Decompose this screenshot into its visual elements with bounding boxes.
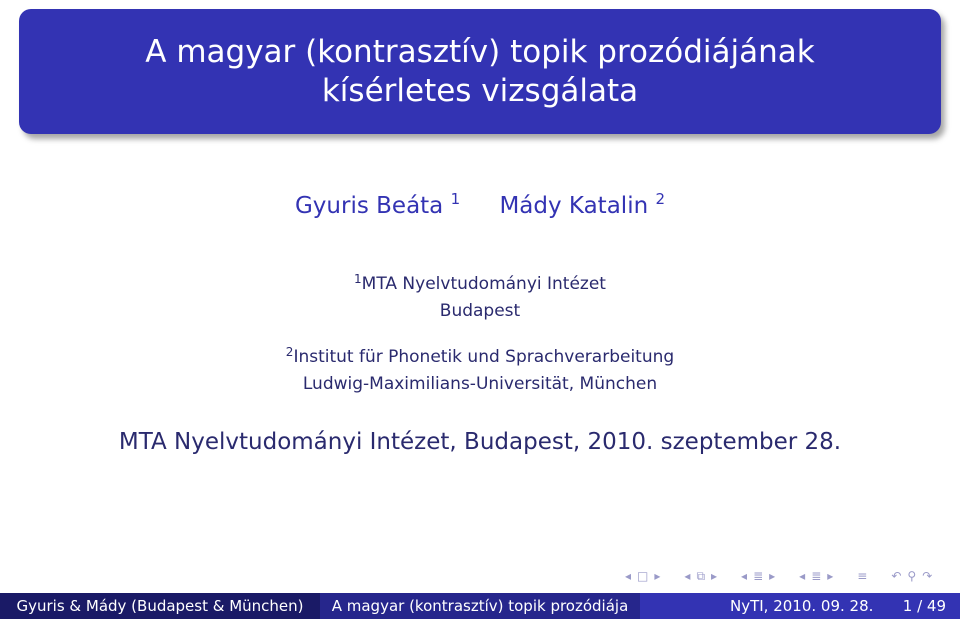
nav-next-frame-icon[interactable]: ▸ [711, 569, 718, 583]
nav-frame-icon[interactable]: ⧉ [696, 568, 706, 583]
nav-prev-section-icon[interactable]: ◂ [799, 569, 806, 583]
nav-next-subsection-icon[interactable]: ▸ [769, 569, 776, 583]
institute-2-sup: 2 [285, 345, 294, 359]
institute-2 [0, 339, 960, 398]
footer-page-number: 1 / 49 [902, 597, 946, 615]
footer [0, 593, 960, 619]
institute-1-line-1: MTA Nyelvtudományi Intézet [361, 274, 606, 294]
author-1-name: Gyuris Beáta [294, 193, 444, 219]
nav-prev-subsection-icon[interactable]: ◂ [741, 569, 748, 583]
nav-back-icon[interactable]: ↶ [891, 569, 902, 583]
footer-authors: Gyuris & Mády (Budapest & München) [0, 593, 320, 619]
nav-align-icon[interactable]: ≡ [857, 569, 868, 583]
title-line-1: A magyar (kontrasztív) topik prozódiájának [145, 33, 815, 70]
nav-subsection-icon[interactable]: ≣ [753, 569, 764, 583]
nav-prev-slide-icon[interactable]: ◂ [625, 569, 632, 583]
presentation-date: MTA Nyelvtudományi Intézet, Budapest, 2010. szeptember 28. [118, 429, 842, 455]
nav-slide-icon[interactable]: □ [637, 569, 649, 583]
author-2-sup: 2 [655, 190, 666, 208]
nav-prev-frame-icon[interactable]: ◂ [684, 569, 691, 583]
institute-2-line-1: Institut für Phonetik und Sprachverarbeitung [293, 347, 675, 367]
institute-1-sup: 1 [354, 272, 362, 286]
author-2 [499, 190, 665, 219]
nav-next-slide-icon[interactable]: ▸ [654, 569, 661, 583]
institute-1-line-2: Budapest [439, 301, 521, 321]
footer-short-title: A magyar (kontrasztív) topik prozódiája [320, 593, 640, 619]
institute-2-line-2: Ludwig-Maximilians-Universität, München [302, 374, 658, 394]
nav-search-icon[interactable]: ⚲ [907, 569, 917, 583]
beamer-navigation [622, 567, 935, 585]
author-1 [295, 190, 460, 219]
title-box [19, 9, 941, 134]
author-1-sup: 1 [450, 190, 461, 208]
title-line-2: kísérletes vizsgálata [321, 72, 639, 109]
footer-date: NyTI, 2010. 09. 28. [730, 597, 874, 615]
nav-section-icon[interactable]: ≣ [811, 569, 822, 583]
footer-right [640, 593, 960, 619]
author-2-name: Mády Katalin [499, 193, 649, 219]
authors [0, 190, 960, 219]
nav-forward-icon[interactable]: ↷ [922, 569, 933, 583]
institute-1 [0, 266, 960, 325]
nav-next-section-icon[interactable]: ▸ [827, 569, 834, 583]
